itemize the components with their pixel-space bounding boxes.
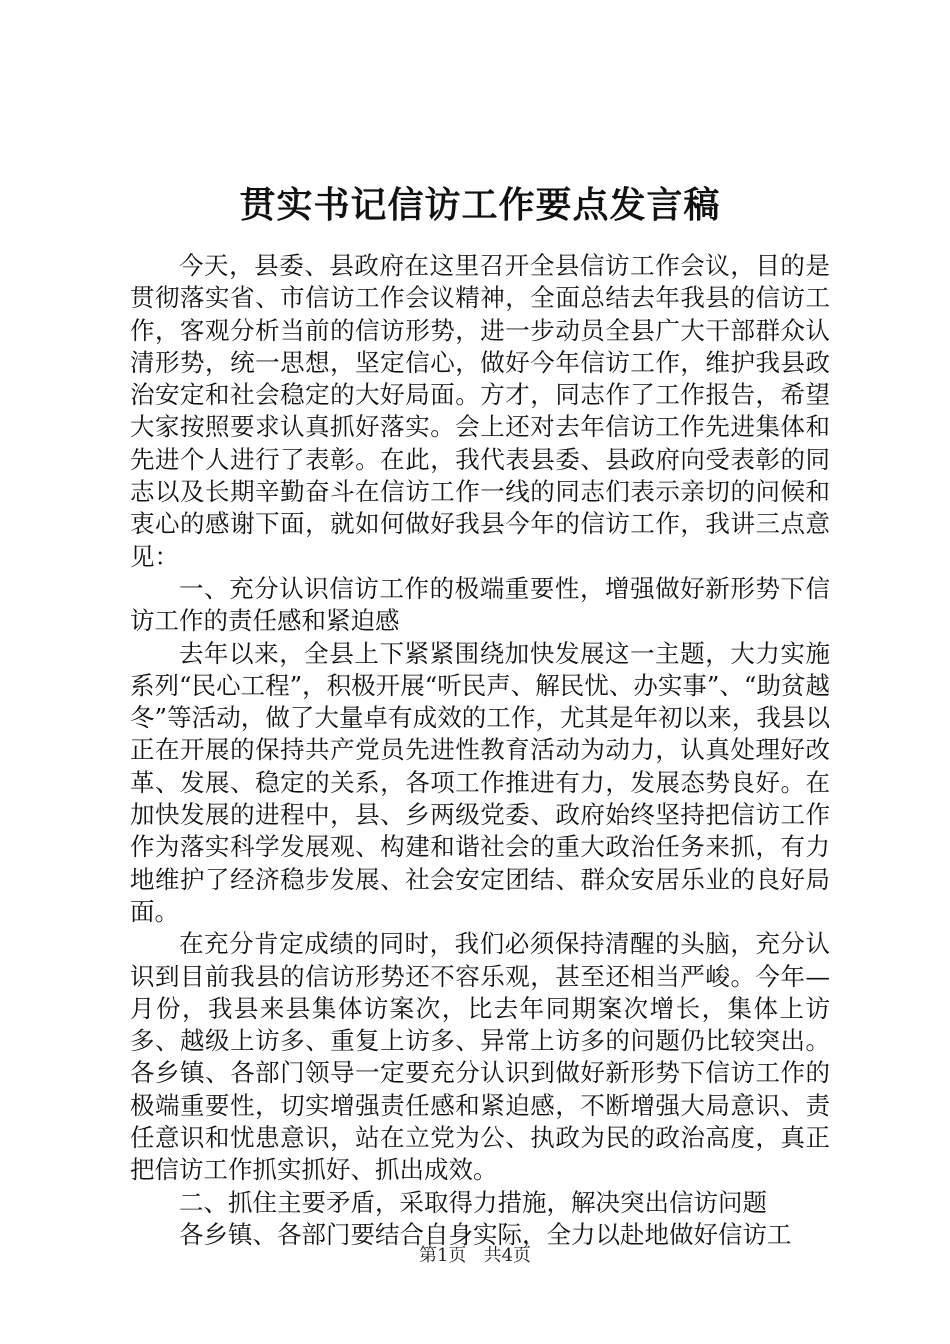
paragraph-heading-1: 一、充分认识信访工作的极端重要性，增强做好新形势下信访工作的责任感和紧迫感 bbox=[130, 573, 830, 636]
paragraph-achievements: 去年以来，全县上下紧紧围绕加快发展这一主题，大力实施系列“民心工程”，积极开展“听民声、解民忧、办实事”、“助贫越冬”等活动，做了大量卓有成效的工作，尤其是年初以来，我县以正在开展的保持共产党员先进性教育活动为动力，认真处理好改革、发展、稳定的关系，各项工作推进有力，发展态势良好。在加快发展的进程中，县、乡两级党委、政府始终坚持把信访工作作为落实科学发展观、构建和谐社会的重大政治任务来抓，有力地维护了经济稳步发展、社会安定团结、群众安居乐业的良好局面。 bbox=[130, 638, 830, 926]
page-number: 第1页 bbox=[418, 1245, 467, 1266]
paragraph-situation: 在充分肯定成绩的同时，我们必须保持清醒的头脑，充分认识到目前我县的信访形势还不容乐观，甚至还相当严峻。今年—月份，我县来县集体访案次，比去年同期案次增长，集体上访多、越级上访多、重复上访多、异常上访多的问题仍比较突出。各乡镇、各部门领导一定要充分认识到做好新形势下信访工作的极端重要性，切实增强责任感和紧迫感，不断增强大局意识、责任意识和忧患意识，站在立党为公、执政为民的政治高度，真正把信访工作抓实抓好、抓出成效。 bbox=[130, 929, 830, 1185]
page-footer bbox=[0, 1244, 950, 1268]
paragraph-heading-2: 二、抓住主要矛盾，采取得力措施，解决突出信访问题 bbox=[179, 1187, 767, 1217]
paragraph-measures: 各乡镇、各部门要结合自身实际，全力以赴地做好信访工 bbox=[179, 1219, 792, 1249]
paragraph-intro: 今天，县委、县政府在这里召开全县信访工作会议，目的是贯彻落实省、市信访工作会议精神，全面总结去年我县的信访工作，客观分析当前的信访形势，进一步动员全县广大干部群众认清形势，统一思想，坚定信心，做好今年信访工作，维护我县政治安定和社会稳定的大好局面。方才，同志作了工作报告，希望大家按照要求认真抓好落实。会上还对去年信访工作先进集体和先进个人进行了表彰。在此，我代表县委、县政府向受表彰的同志以及长期辛勤奋斗在信访工作一线的同志们表示亲切的问候和衷心的感谢下面，就如何做好我县今年的信访工作，我讲三点意见： bbox=[130, 251, 830, 571]
document-page bbox=[130, 180, 830, 1251]
document-title: 贯实书记信访工作要点发言稿 bbox=[239, 185, 721, 226]
page-total: 共4页 bbox=[483, 1245, 532, 1266]
